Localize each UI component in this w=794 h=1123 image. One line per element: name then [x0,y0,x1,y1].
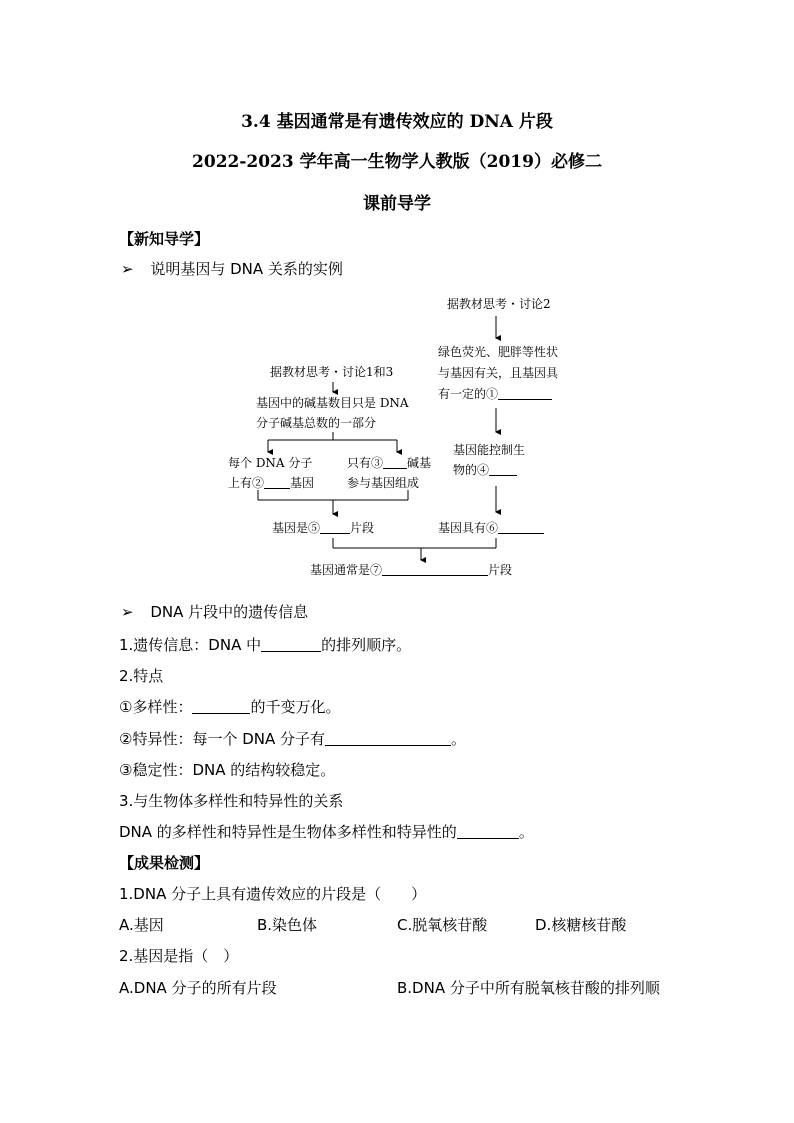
page-subtitle: 2022-2023 学年高一生物学人教版（2019）必修二 [192,152,602,172]
bullet-arrow-icon: ➢ [121,603,134,621]
flow-left-text-1: 基因中的碱基数目只是 DNA [256,396,409,410]
q2-option-b: B.DNA 分子中所有脱氧核苷酸的排列顺 [397,979,660,997]
results-heading: 【成果检测】 [119,854,210,872]
item-3: 3.与生物体多样性和特异性的关系 [119,792,344,810]
flow-right-mid-1: 基因能控制生 [453,443,526,457]
flow-a-2: 上有② 基因 [228,476,315,490]
q1-option-d: D.核糖核苷酸 [535,916,627,934]
flow-b-2: 参与基因组成 [347,476,420,490]
item-3-text: DNA 的多样性和特异性是生物体多样性和特异性的 。 [119,823,534,841]
bullet-2 [121,601,308,622]
item-1: 1.遗传信息：DNA 中 的排列顺序。 [119,636,412,654]
flow-a-1: 每个 DNA 分子 [228,456,313,470]
bullet-2-text: DNA 片段中的遗传信息 [150,603,309,621]
q1-option-b: B.染色体 [257,916,318,934]
new-knowledge-heading: 【新知导学】 [119,230,210,248]
point-3: ③稳定性：DNA 的结构较稳定。 [119,761,336,779]
flow-b-1: 只有③ 碱基 [347,456,432,470]
question-1: 1.DNA 分子上具有遗传效应的片段是（ ） [119,885,427,903]
flow-final: 基因通常是⑦ 片段 [310,563,513,577]
flow-right-bottom: 基因具有⑥ [438,518,544,539]
section-title: 课前导学 [363,194,431,214]
flow-left-text-2: 分子碱基总数的一部分 [256,416,377,430]
flow-right-text-2: 与基因有关，且基因具 [438,366,559,380]
q1-option-c: C.脱氧核苷酸 [397,916,488,934]
flow-right-text-1: 绿色荧光、肥胖等性状 [438,345,559,359]
flow-right-text-3: 有一定的① [438,384,552,405]
bullet-1-text: 说明基因与 DNA 关系的实例 [150,260,343,278]
flow-left-bottom: 基因是⑤ 片段 [272,521,375,535]
bullet-arrow-icon: ➢ [121,260,134,278]
item-2: 2.特点 [119,667,164,685]
point-2: ②特异性：每一个 DNA 分子有 。 [119,730,467,748]
flow-right-top: 据教材思考・讨论2 [447,297,551,311]
page-title: 3.4 基因通常是有遗传效应的 DNA 片段 [241,112,553,132]
flow-right-mid-2: 物的④ [453,460,517,481]
q1-option-a: A.基因 [119,916,164,934]
question-2: 2.基因是指（ ） [119,947,239,965]
flow-left-top: 据教材思考・讨论1和3 [270,365,394,379]
point-1: ①多样性： 的千变万化。 [119,698,341,716]
q2-option-a: A.DNA 分子的所有片段 [119,979,277,997]
